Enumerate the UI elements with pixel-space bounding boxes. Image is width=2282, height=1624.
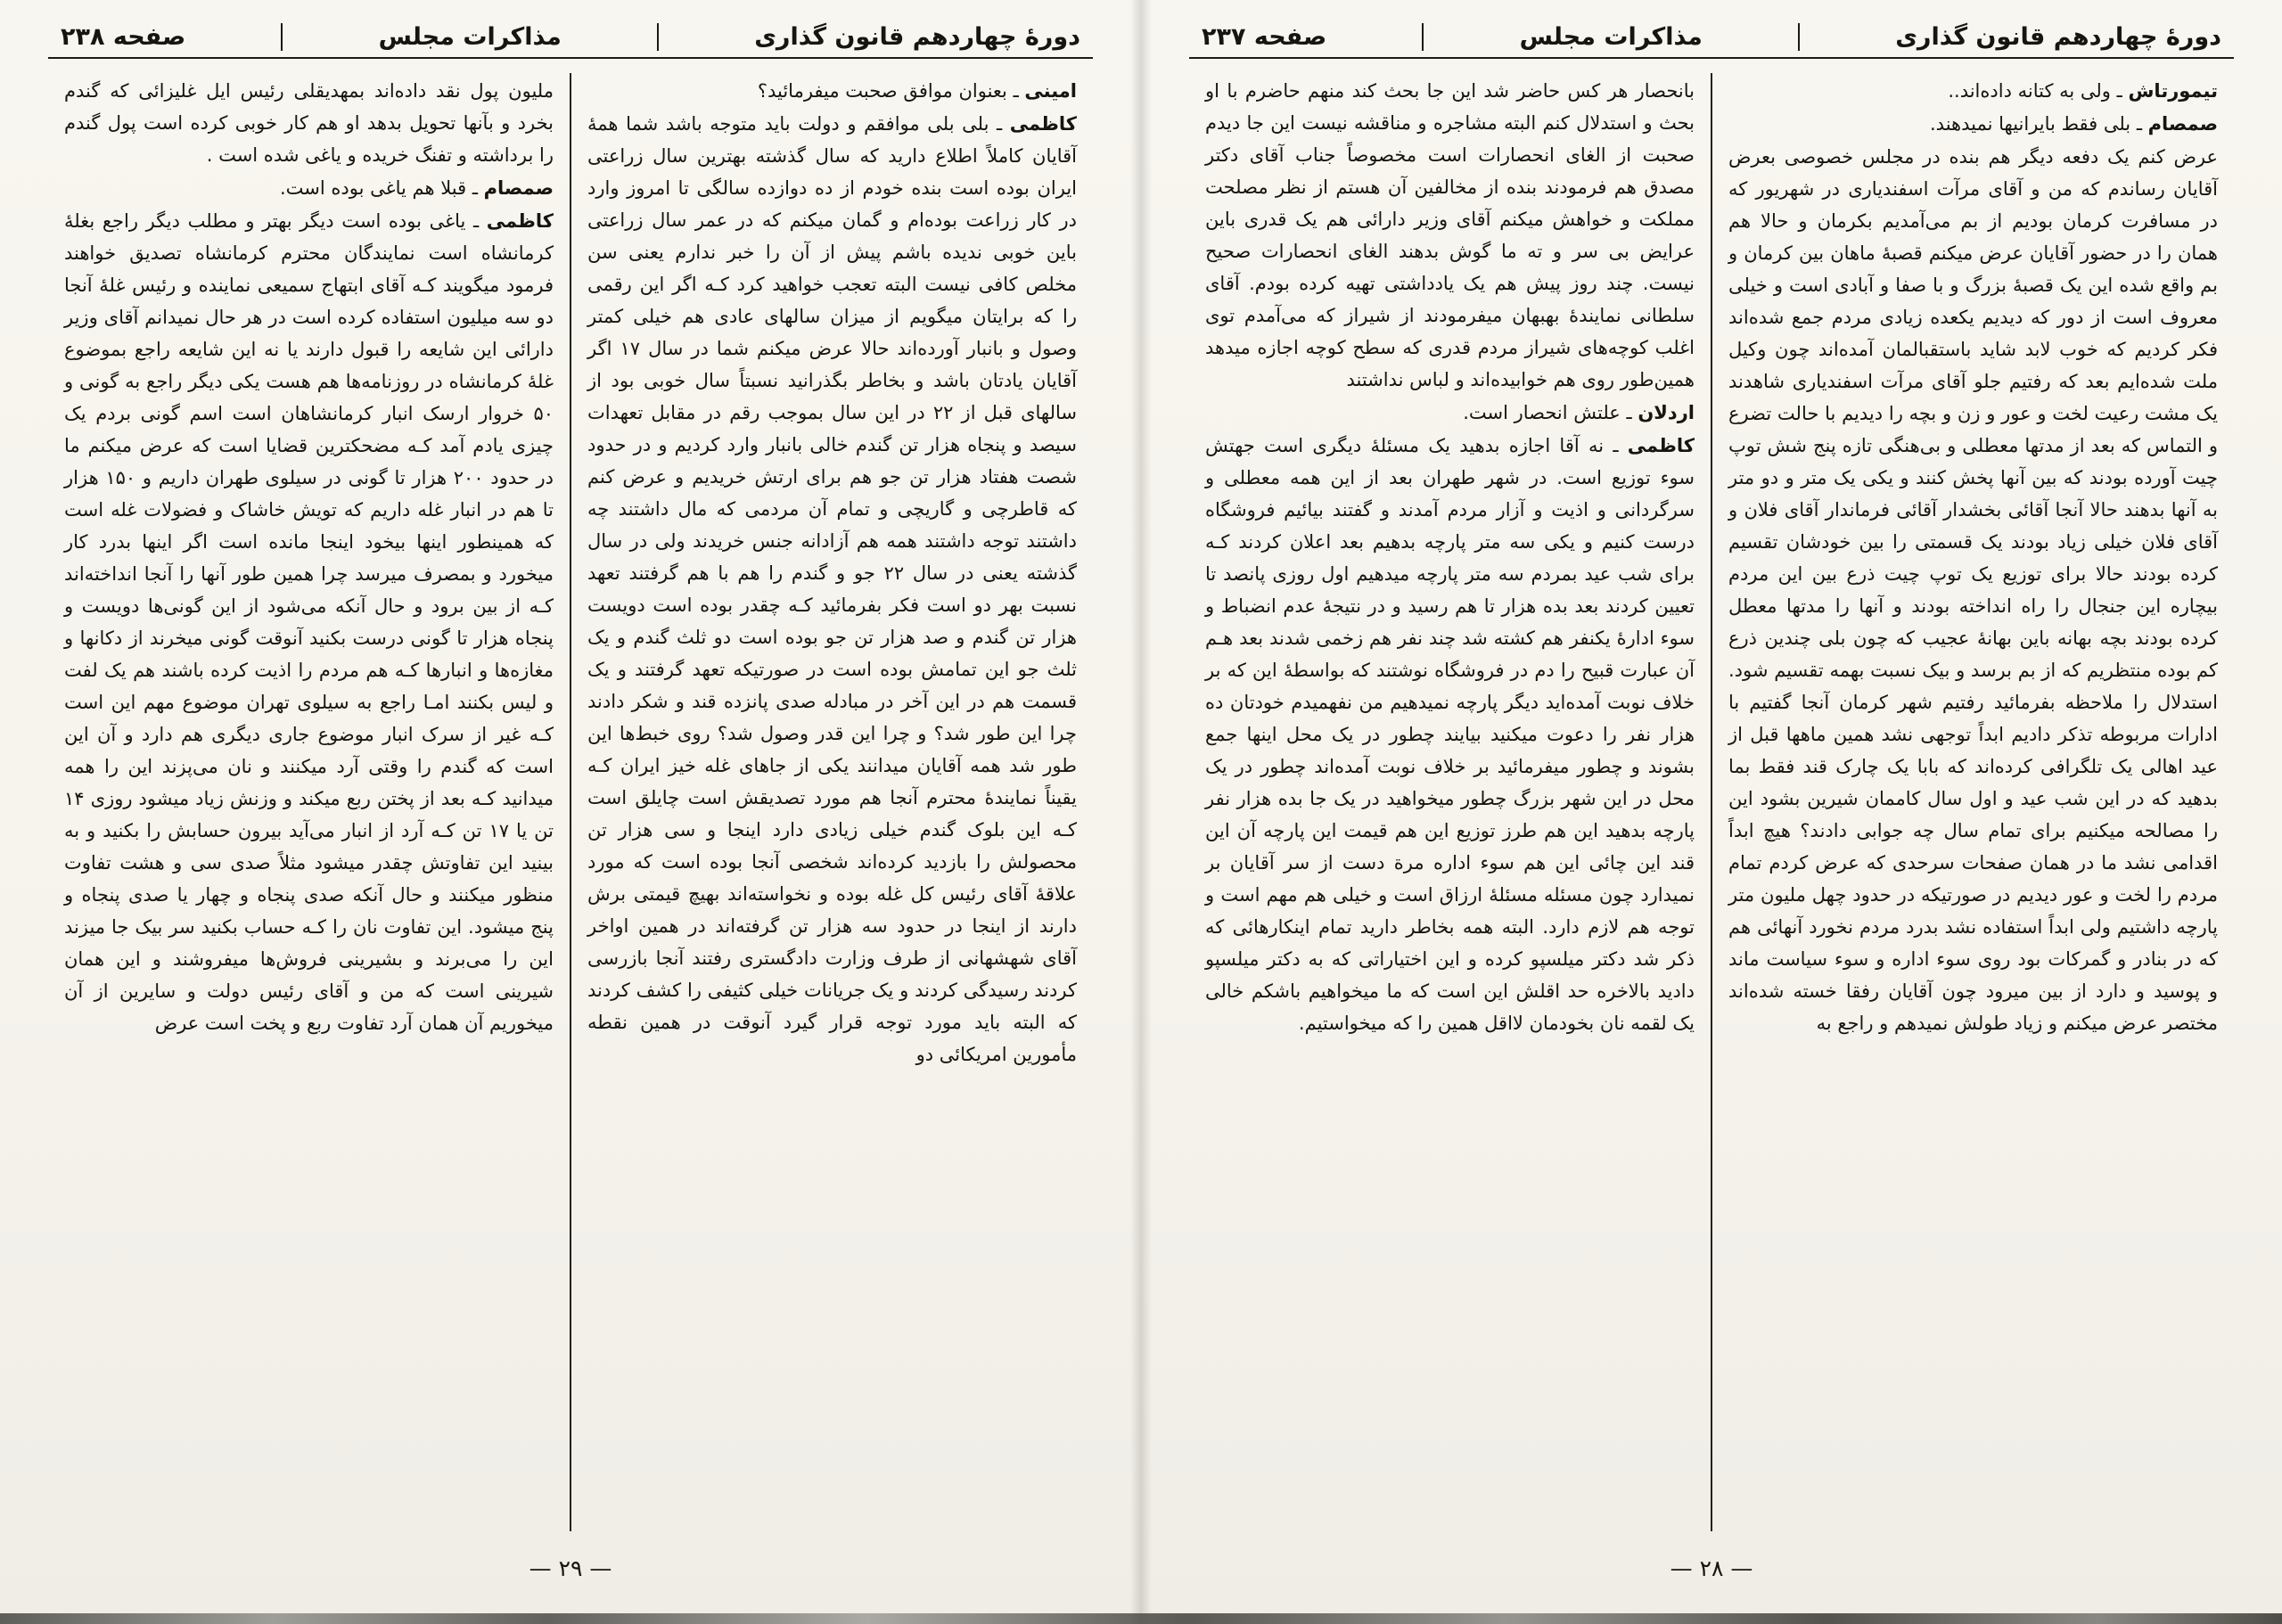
speech-paragraph: کاظمی ـ نه آقا اجازه بدهید یک مسئلهٔ دیگری است جهتش سوء توزیع است. در شهر طهران بعد از این همه معطلی و سرگردانی و اذیت و آزار مردم آمدند و گفتند بیائیم فروشگاه درست کنیم و یکی سه متر پارچه بدهیم بعد اعلان کردند کـه برای شب عید بمردم سه متر پارچه میدهیم اول روزی پانصد تا تعیین کردند بعد بده هزار تا هم رسید و در نتیجهٔ عدم انضباط و سوء ادارهٔ یکنفر هم کشته شد چند نفر هم زخمی شدند بعد هـم آن عبارت قبیح را دم در فروشگاه نوشتند که بواسطهٔ این که بر خلاف نوبت آمده‌اید دیگر پارچه نمیدهیم من نفهمیدم خودتان ده هزار نفر را دعوت میکنید بیایند چطور در یک محل اینها جمع بشوند و چطور میفرمائید بر خلاف نوبت آمده‌اند چطور در یک محل در این شهر بزرگ چطور میخواهید در یک جا بده هزار نفر پارچه بدهید این هم طرز توزیع این هم قیمت این پارچه آن این قند این چائی این هم سوء اداره مرة دست از سر آقایان بر نمیدارد چون مسئله مسئلهٔ ارزاق است و خیلی هم مهم است و توجه هم لازم دارد. البته همه بخاطر دارید تمام اینکارهائی که ذکر شد دکتر میلسپو کرده و این اختیاراتی که به دکتر میلسپو دادید بالاخره حد اقلش این است که ما میخواهیم باشکم خالی یک لقمه نان بخودمان لااقل همین را که میخواستیم. [1205, 435, 1695, 1034]
speech-paragraph: صمصام ـ بلی فقط بایرانیها نمیدهند. [1930, 113, 2218, 135]
speech-paragraph: صمصام ـ قبلا هم یاغی بوده است. [279, 177, 554, 199]
header-divider-rule [1798, 23, 1800, 51]
header-divider-rule [657, 23, 659, 51]
speech-paragraph: عرض کنم یک دفعه دیگر هم بنده در مجلس خصوصی بعرض آقایان رساندم که من و آقای مرآت اسفندیاری در شهریور که در مسافرت کرمان بودیم از بم می‌آمدیم بکرمان و حالا هم همان را در حضور آقایان عرض میکنم قصبهٔ ماهان بین کرمان و بم واقع شده این یک قصبهٔ بزرگ و با صفا و آبادی است و خیلی معروف است از دور که دیدیم یکعده زیادی مردم جمع شده‌اند فکر کردیم که خوب لابد شاید باستقبالمان آمده‌اند چون وکیل ملت شده‌ایم بعد که رفتیم جلو آقای مرآت اسفندیاری شاهدند یک مشت رعیت لخت و عور و زن و بچه را دیدیم با حالت تضرع و التماس که بعد از مدتها معطلی و بی‌هنگی تازه پنج شش توپ چیت آورده بودند که بین آنها پخش کنند و یکی یک متر و دو متر به آنها بدهند حالا آنجا آقائی بخشدار آقائی فرماندار آقای فلان و آقای فلان خیلی زیاد بودند یک قسمتی را بین خودشان تقسیم کرده بودند حالا برای توزیع یک توپ چیت ذرع بین این مردم بیچاره این جنجال را راه انداخته بودند و آنها را مدتها معطل کرده بودند بچه بهانه باین بهانهٔ عجیب که چون بلی چندین ذرع کم بوده منتظریم که از بم برسد و بیک نسبت بهمه تقسیم شود. استدلال را ملاحظه بفرمائید رفتیم شهر کرمان آنجا گفتیم با ادارات مربوطه تذکر دادیم ابداً توجهی نشد همین ماهها قبل از عید اهالی یک تلگرافی کرده‌اند که بابا یک چارک قند فقط بما بدهید که در این شب عید و اول سال کاممان شیرین بشود این را مصالحه میکنیم برای تمام سال چه جوابی دادند؟ هیچ ابداً اقدامی نشد ما در همان صفحات سرحدی که عرض کردم تمام مردم را لخت و عور دیدیم در صورتیکه در حدود چهل ملیون متر پارچه داشتیم ولی ابداً استفاده نشد بدرد مردم نخورد آنهائی هم که در بنادر و گمرکات بود روی سوء اداره و سوء سیاست ماند و پوسید و دارد از بین میرود چون آقایان رفقا خسته شده‌اند مختصر عرض میکنم و زیاد طولش نمیدهم و راجع به [1728, 146, 2218, 1034]
speaker-name: تیمورتاش [2128, 80, 2218, 102]
page-238-column-right [571, 73, 1093, 1531]
page-number-label: صفحه ۲۳۷ [1202, 23, 1327, 51]
page-237-column-right [1712, 73, 2234, 1531]
speech-paragraph: امینی ـ بعنوان موافق صحبت میفرمائید؟ [757, 80, 1077, 102]
speech-paragraph: کاظمی ـ بلی بلی موافقم و دولت باید متوجه باشد شما همهٔ آقایان کاملاً اطلاع دارید که سال گذشته بهترین سال زراعتی ایران بوده است بنده خودم از ده دوازده سالگی تا امروز وارد در کار زراعت بوده‌ام و گمان میکنم که در عمر سال زراعتی باین خوبی ندیده باشم پیش از آن را خبر ندارم یعنی سن مخلص کافی نیست البته تعجب خواهید کرد کـه اگر این رقمی را که برایتان میگویم از میزان سالهای عادی هم خیلی کمتر وصول و بانبار آورده‌اند حالا عرض میکنم شما در سال ۱۷ اگر آقایان یادتان باشد و بخاطر بگذرانید نسبتاً سال خوبی بود از سالهای قبل از ۲۲ در این سال بموجب رقم در مقابل تعهدات سیصد و پنجاه هزار تن گندم خالی بانبار وارد کردیم و در حدود شصت هفتاد هزار تن جو هم برای ارتش خریدیم و عرض کنم که قاطرچی و گاریچی و تمام آن مردمی که مال داشتند چه داشتند توجه داشتند همه هم آزادانه جنس خریدند ولی در سال گذشته یعنی در سال ۲۲ جو و گندم را هم با هم گرفتند تعهد نسبت بهر دو است فکر بفرمائید کـه چقدر بوده است دویست هزار تن گندم و صد هزار تن جو بوده است دو ثلث گندم و یک ثلث جو این تمامش بوده است در صورتیکه تعهد گرفتند و یک قسمت هم در این آخر در مبادله صدی پانزده قند و شکر دادند چرا این طور شد؟ و چرا این قدر وصول شد؟ روی خبط‌ها این طور شد همه آقایان میدانند یکی از جاهای غله خیز ایران کـه یقیناً نمایندهٔ محترم آنجا هم مورد تصدیقش است چایلق است کـه این بلوک گندم خیلی زیادی دارد اینجا و سی هزار تن محصولش را بازدید کرده‌اند شخصی آنجا بوده است که مورد علاقهٔ آقای رئیس کل غله بوده و نخواسته‌اند بهیچ قیمتی برش دارند از اینجا در حدود سه هزار تن گرفته‌اند در همین اواخر آقای شهشهانی از طرف وزارت دادگستری رفتند آنجا بازرسی کردند رسیدگی کردند و یک جریانات خیلی کثیفی را کشف کردند که البته باید مورد توجه قرار گیرد آنوقت در همین نقطه مأمورین امریکائی دو [587, 113, 1077, 1065]
speech-paragraph: بانحصار هر کس حاضر شد این جا بحث کند منهم حاضرم با او بحث و استدلال کنم البته مشاجره و مناقشه نیست این جا دیدم صحبت از الغای انحصارات است مخصوصاً جناب آقای دکتر مصدق هم فرمودند بنده از مخالفین آن هستم از نظر مصلحت مملکت و خواهش میکنم آقای وزیر دارائی هم یک قدری باین عرایض بی سر و ته ما گوش بدهند الغای انحصارات صحیح نیست. چند روز پیش هم یک یادداشتی تهیه کرده بودم. آقای سلطانی نمایندهٔ بهبهان میفرمودند از شیراز که می‌آمدم توی اغلب کوچه‌های شیراز مردم قدری که سطح کوچه اجازه میدهد همین‌طور روی هم خوابیده‌اند و لباس نداشتند [1205, 80, 1695, 390]
publication-title: مذاکرات مجلس [378, 23, 562, 51]
page-238-sheet-number: — ۲۹ — [529, 1555, 612, 1581]
page-237-column-left [1189, 73, 1712, 1531]
speaker-name: صمصام [2147, 113, 2218, 135]
page-237 [1141, 0, 2282, 1624]
speaker-name: امینی [1024, 80, 1077, 102]
page-237-inner [1141, 0, 2282, 1624]
header-divider-rule [281, 23, 283, 51]
page-237-columns [1189, 73, 2234, 1531]
scanner-edge-artifact [0, 1613, 2282, 1624]
speech-paragraph: ملیون پول نقد داده‌اند بمهدیقلی رئیس ایل غلیزائی که گندم بخرد و بآنها تحویل بدهد او هم کار خوبی کرده است پول گندم را برداشته و تفنگ خریده و یاغی شده است . [64, 80, 554, 166]
speech-paragraph: تیمورتاش ـ ولی به کتانه داده‌اند.. [1948, 80, 2218, 102]
page-238-columns [48, 73, 1093, 1531]
page-number-label: صفحه ۲۳۸ [61, 23, 186, 51]
speaker-name: کاظمی [1627, 435, 1695, 456]
speaker-name: صمصام [483, 177, 554, 199]
speaker-name: کاظمی [486, 210, 554, 232]
page-237-sheet-number: — ۲۸ — [1670, 1555, 1753, 1581]
publication-title: مذاکرات مجلس [1519, 23, 1703, 51]
page-238-column-left [48, 73, 571, 1531]
edition-label: دورهٔ چهاردهم قانون گذاری [1895, 23, 2221, 51]
speech-paragraph: اردلان ـ علتش انحصار است. [1463, 402, 1695, 423]
speech-paragraph: کاظمی ـ یاغی بوده است دیگر بهتر و مطلب دیگر راجع بغلهٔ کرمانشاه است نمایندگان محترم کرمانشاه تصدیق خواهند فرمود میگویند کـه آقای ابتهاج سمیعی نماینده و رئیس غلهٔ آنجا دو سه میلیون استفاده کرده است در هر حال نمیدانم آقای وزیر دارائی این شایعه را قبول دارند یا نه این شایعه راجع بموضوع غلهٔ کرمانشاه در روزنامه‌ها هم هست یکی دیگر راجع به گونی و ۵۰ خروار ارسک انبار کرمانشاهان است اسم گونی بردم یک چیزی یادم آمد کـه مضحکترین قضایا است که عرض میکنم ما در حدود ۲۰۰ هزار تا گونی در سیلوی طهران داریم و ۱۵۰ هزار تا هم در انبار غله داریم که تویش خاشاک و فضولات غله است که همینطور اینها بیخود اینجا مانده است اگر اینها بدرد کار میخورد و بمصرف میرسد چرا همین طور آنها را آنجا انداخته‌اند کـه از بین برود و حال آنکه می‌شود از این گونی‌ها دویست و پنجاه هزار تا گونی درست بکنید آنوقت گونی میخرند از دکانها و مغازه‌ها و انبارها کـه هم مردم را اذیت کرده باشند هم یک لفت و لیس بکنند امـا راجع به سیلوی تهران موضوع مهم این است کـه غیر از سرک انبار موضوع جاری دیگری هم دارد و آن این است که گندم را وقتی آرد میکنند و نان می‌پزند این را همه میدانید کـه بعد از پختن ربع میکند و وزنش زیاد میشود روزی ۱۴ تن یا ۱۷ تن کـه آرد از انبار می‌آید بیرون حسابش را بکنید و به بینید این تفاوتش چقدر میشود مثلاً صدی سی و هشت تفاوت منظور میکنند و حال آنکه صدی پنجاه و چهار یا صدی پنجاه و پنج میشود. این تفاوت نان را کـه حساب بکنید سر بیک جا میزند این را می‌برند و بشیرینی فروش‌ها میفروشند و این همان شیرینی است که من و آقای رئیس دولت و سایرین از آن میخوریم آن همان آرد تفاوت ربع و پخت است عرض [64, 210, 554, 1034]
header-divider-rule [1422, 23, 1424, 51]
speaker-name: اردلان [1638, 402, 1695, 423]
speaker-name: کاظمی [1009, 113, 1077, 135]
page-238-header [48, 23, 1093, 59]
edition-label: دورهٔ چهاردهم قانون گذاری [754, 23, 1080, 51]
page-237-header [1189, 23, 2234, 59]
